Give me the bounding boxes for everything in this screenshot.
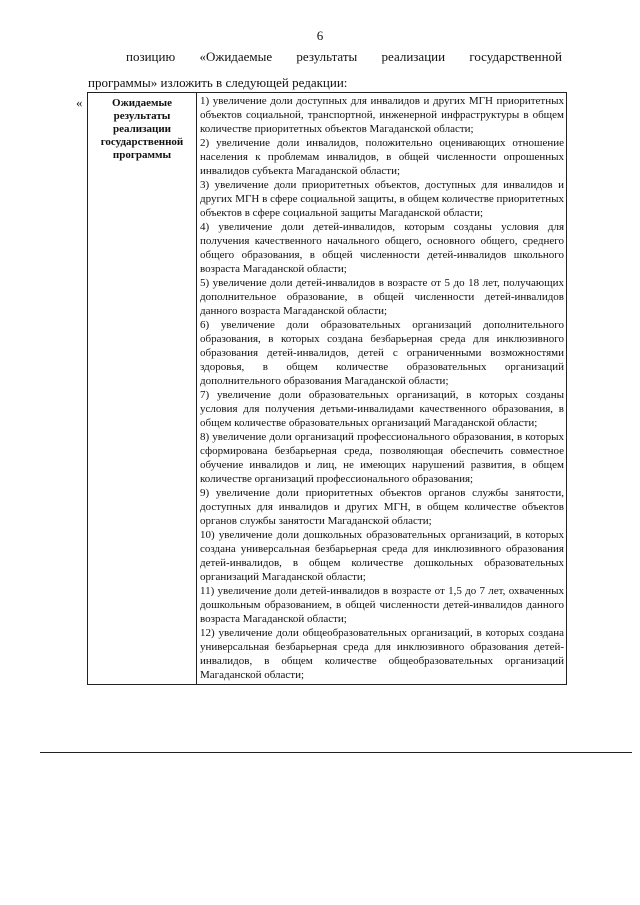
table-row: [88, 93, 567, 685]
list-item: 2) увеличение доли инвалидов, положительно оценивающих отношение населения к проблемам инвалидов, в общей численности опрошенных инвалидов субъекта Магаданской области;: [200, 137, 564, 177]
intro-line-1: позицию «Ожидаемые результаты реализации государственной: [126, 49, 562, 64]
list-item: 11) увеличение доли детей-инвалидов в возрасте от 1,5 до 7 лет, охваченных дошкольным образованием, в общей численности детей-инвалидов данного возраста Магаданской области;: [200, 585, 564, 625]
table-content-cell: [197, 93, 567, 685]
list-item: 4) увеличение доли детей-инвалидов, которым созданы условия для получения качественного начального общего, основного общего, среднего общего образования, в общей численности детей-инвалидов школьного возраста Магаданской области;: [200, 221, 564, 275]
intro-line-2: программы» изложить в следующей редакции:: [88, 75, 348, 90]
list-item: 12) увеличение доли общеобразовательных организаций, в которых создана универсальная безбарьерная среда для инклюзивного образования детей-инвалидов, в общем количестве общеобразовательных организаций Магаданской области;: [200, 627, 564, 681]
list-item: 6) увеличение доли образовательных организаций дополнительного образования, в которых создана безбарьерная среда для инклюзивного образования детей-инвалидов, детей с ограниченными возможностями здоровья, в общем количестве образовательных организаций дополнительного образования Магаданской области;: [200, 319, 564, 387]
list-item: 7) увеличение доли образовательных организаций, в которых созданы условия для получения детьми-инвалидами качественного образования, в общем количестве образовательных организаций Магаданской области;: [200, 389, 564, 429]
list-item: 9) увеличение доли приоритетных объектов органов службы занятости, доступных для инвалидов и других МГН, в общем количестве объектов органов службы занятости Магаданской области;: [200, 487, 564, 527]
expected-results-table: [87, 92, 567, 685]
intro-paragraph: [88, 44, 562, 96]
list-item: 5) увеличение доли детей-инвалидов в возрасте от 5 до 18 лет, получающих дополнительное образование, в общей численности детей-инвалидов данного возраста Магаданской области;: [200, 277, 564, 317]
list-item: 1) увеличение доли доступных для инвалидов и других МГН приоритетных объектов социальной, транспортной, инженерной инфраструктуры в общем количестве приоритетных объектов Магаданской области;: [200, 95, 564, 135]
table-heading-cell: Ожидаемые результаты реализации государственной программы: [88, 93, 197, 685]
page-number: 6: [316, 28, 324, 43]
list-item: 3) увеличение доли приоритетных объектов, доступных для инвалидов и других МГН в сфере социальной защиты, в общем количестве приоритетных объектов в сфере социальной защиты Магаданской области;: [200, 179, 564, 219]
list-item: 8) увеличение доли организаций профессионального образования, в которых сформирована безбарьерная среда, позволяющая обеспечить совместное обучение инвалидов и лиц, не имеющих нарушений развития, в общем количестве организаций профессионального образования;: [200, 431, 564, 485]
list-item: 10) увеличение доли дошкольных образовательных организаций, в которых создана универсальная безбарьерная среда для инклюзивного образования детей-инвалидов, в общем количестве дошкольных образовательных организаций Магаданской области;: [200, 529, 564, 583]
horizontal-divider: [40, 752, 632, 753]
opening-quote-mark: «: [76, 95, 83, 110]
